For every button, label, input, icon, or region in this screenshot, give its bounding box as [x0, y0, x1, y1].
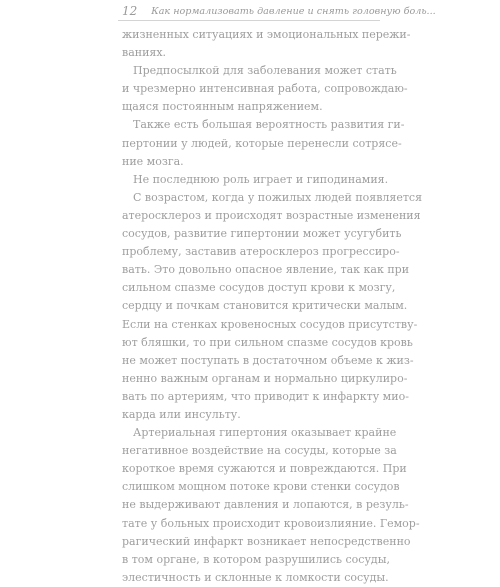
text-line: слишком мощном потоке крови стенки сосудов — [122, 480, 400, 494]
text-line: в том органе, в котором разрушились сосуды, — [122, 552, 390, 566]
text-line: Также есть большая вероятность развития ги- — [133, 118, 405, 132]
text-line: ют бляшки, то при сильном спазме сосудов кровь — [122, 335, 413, 349]
text-line: ненно важным органам и нормально циркулиро- — [122, 371, 408, 385]
running-title: Как нормализовать давление и снять головную боль... — [151, 5, 436, 17]
text-line: сильном спазме сосудов доступ крови к мозгу, — [122, 281, 396, 295]
text-line: тате у больных происходит кровоизлияние. Гемор- — [122, 516, 420, 530]
text-line: Артериальная гипертония оказывает крайне — [133, 426, 397, 440]
text-line: сосудов, развитие гипертонии может усугубить — [122, 227, 402, 241]
text-line: жизненных ситуациях и эмоциональных пережи- — [122, 28, 411, 41]
text-line: проблему, заставив атеросклероз прогрессиро- — [122, 245, 400, 259]
header-rule — [118, 20, 380, 21]
text-line: рагический инфаркт возникает непосредственно — [122, 534, 411, 548]
text-line: пертонии у людей, которые перенесли сотрясе- — [122, 136, 402, 150]
running-head — [122, 3, 436, 19]
text-line: вать по артериям, что приводит к инфаркту мио- — [122, 389, 409, 403]
text-line: и чрезмерно интенсивная работа, сопровождаю- — [122, 82, 408, 96]
text-line: С возрастом, когда у пожилых людей появляется — [133, 190, 423, 204]
text-line: ние мозга. — [122, 154, 184, 168]
text-line: вать. Это довольно опасное явление, так как при — [122, 263, 410, 277]
text-line: не выдерживают давления и лопаются, в резуль- — [122, 498, 409, 512]
text-line: ваниях. — [122, 46, 167, 60]
body-text — [122, 26, 423, 587]
text-line: элестичность и склонные к ломкости сосуды. — [122, 570, 389, 584]
text-line: щаяся постоянным напряжением. — [122, 100, 323, 114]
text-line: Не последнюю роль играет и гиподинамия. — [133, 172, 389, 186]
text-line: сердцу и почкам становится критически малым. — [122, 299, 408, 313]
text-line: атеросклероз и происходят возрастные изменения — [122, 208, 421, 222]
text-line: короткое время сужаются и повреждаются. При — [122, 462, 407, 476]
text-line: карда или инсульту. — [122, 407, 241, 421]
text-line: Предпосылкой для заболевания может стать — [133, 64, 397, 78]
text-line: негативное воздействие на сосуды, которые за — [122, 444, 397, 458]
text-line: не может поступать в достаточном объеме к жиз- — [122, 353, 414, 367]
text-line: Если на стенках кровеносных сосудов присутству- — [122, 317, 418, 331]
page-number: 12 — [122, 4, 138, 18]
